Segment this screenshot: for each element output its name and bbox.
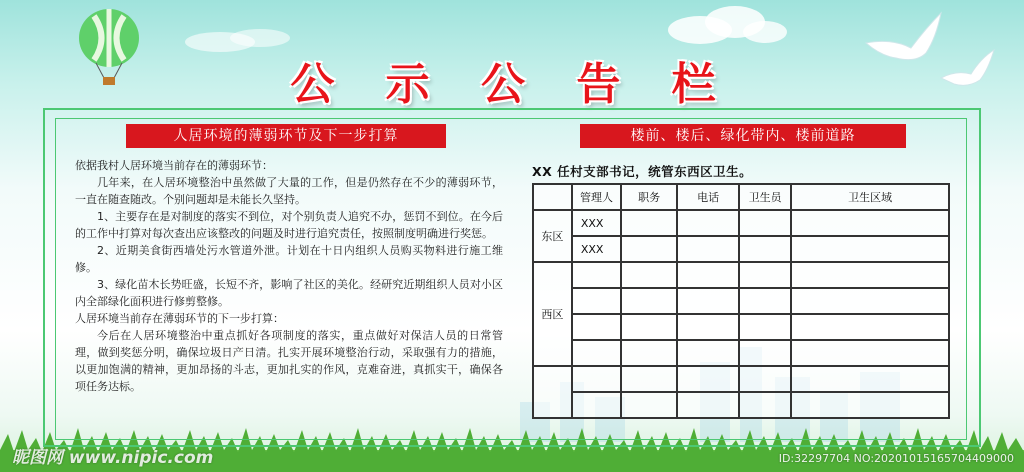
table-heading: XX 任村支部书记，统管东西区卫生。 xyxy=(532,164,753,179)
column-header xyxy=(533,184,572,210)
table-cell xyxy=(677,340,739,366)
notice-paragraph: 3、绿化苗木长势旺盛，长短不齐，影响了社区的美化。经研究近期组织人员对小区内全部绿化面积进行修剪整修。 xyxy=(75,278,503,308)
table-cell xyxy=(791,340,949,366)
table-cell xyxy=(572,340,621,366)
table-cell xyxy=(572,262,621,288)
table-cell xyxy=(621,314,677,340)
table-cell xyxy=(621,392,677,418)
notice-text xyxy=(75,157,503,395)
table-row xyxy=(533,366,949,392)
table-cell xyxy=(791,236,949,262)
notice-paragraph: 人居环境当前存在薄弱环节的下一步打算： xyxy=(75,312,284,325)
table-cell xyxy=(677,236,739,262)
table-row xyxy=(533,236,949,262)
notice-paragraph: 1、主要存在是对制度的落实不到位，对个别负责人追究不办，惩罚不到位。在今后的工作中打算对每次查出应该整改的问题及时进行追究责任，按照制度明确进行奖惩。 xyxy=(75,210,503,240)
table-cell xyxy=(572,288,621,314)
watermark-logo: 昵图网 www.nipic.com xyxy=(12,448,214,468)
table-row xyxy=(533,210,949,236)
column-header: 卫生区域 xyxy=(791,184,949,210)
table-row xyxy=(533,314,949,340)
table-cell xyxy=(739,392,791,418)
table-cell xyxy=(621,366,677,392)
table-cell xyxy=(791,262,949,288)
table-cell xyxy=(677,392,739,418)
column-header: 职务 xyxy=(621,184,677,210)
table-cell xyxy=(621,340,677,366)
left-section-banner: 人居环境的薄弱环节及下一步打算 xyxy=(126,124,446,148)
table-cell xyxy=(791,392,949,418)
table-row xyxy=(533,288,949,314)
table-cell xyxy=(621,236,677,262)
column-header: 电话 xyxy=(677,184,739,210)
table-cell xyxy=(739,366,791,392)
table-cell xyxy=(677,366,739,392)
table-cell xyxy=(791,314,949,340)
table-cell xyxy=(739,340,791,366)
table-cell xyxy=(739,314,791,340)
table-cell xyxy=(572,392,621,418)
zone-label xyxy=(533,366,572,418)
table-cell xyxy=(791,366,949,392)
table-row xyxy=(533,340,949,366)
table-cell xyxy=(739,210,791,236)
duty-table xyxy=(532,183,950,419)
notice-paragraph: 今后在人居环境整治中重点抓好各项制度的落实，重点做好对保洁人员的日常管理，做到奖惩分明，确保垃圾日产日清。扎实开展环境整治行动，采取强有力的措施，以更加饱满的精神，更加昂扬的斗志，更加扎实的作风，克难奋进，真抓实干，确保各项任务达标。 xyxy=(75,329,503,393)
table-cell xyxy=(677,314,739,340)
table-cell xyxy=(677,288,739,314)
table-cell xyxy=(791,210,949,236)
right-section-banner: 楼前、楼后、绿化带内、楼前道路 xyxy=(580,124,906,148)
notice-paragraph: 2、近期美食街西墙处污水管道外泄。计划在十日内组织人员购买物料进行施工维修。 xyxy=(75,244,503,274)
table-cell: XXX xyxy=(572,210,621,236)
table-row xyxy=(533,262,949,288)
table-row xyxy=(533,392,949,418)
table-cell: XXX xyxy=(572,236,621,262)
table-cell xyxy=(739,236,791,262)
notice-paragraph: 几年来，在人居环境整治中虽然做了大量的工作，但是仍然存在不少的薄弱环节，一直在随查随改。个别问题却是未能长久坚持。 xyxy=(75,176,503,206)
notice-paragraph: 依据我村人居环境当前存在的薄弱环节： xyxy=(75,159,273,172)
table-header-row xyxy=(533,184,949,210)
table-cell xyxy=(677,210,739,236)
column-header: 管理人 xyxy=(572,184,621,210)
table-cell xyxy=(621,262,677,288)
table-cell xyxy=(572,314,621,340)
table-cell xyxy=(572,366,621,392)
table-cell xyxy=(739,262,791,288)
cloud-icon xyxy=(660,0,790,50)
table-cell xyxy=(791,288,949,314)
zone-label: 东区 xyxy=(533,210,572,262)
table-cell xyxy=(621,288,677,314)
table-cell xyxy=(677,262,739,288)
page-title: 公 示 公 告 栏 xyxy=(290,59,734,110)
column-header: 卫生员 xyxy=(739,184,791,210)
table-cell xyxy=(739,288,791,314)
zone-label: 西区 xyxy=(533,262,572,366)
table-cell xyxy=(621,210,677,236)
watermark-id: ID:32297704 NO:20201015165704409000 xyxy=(778,452,1014,465)
